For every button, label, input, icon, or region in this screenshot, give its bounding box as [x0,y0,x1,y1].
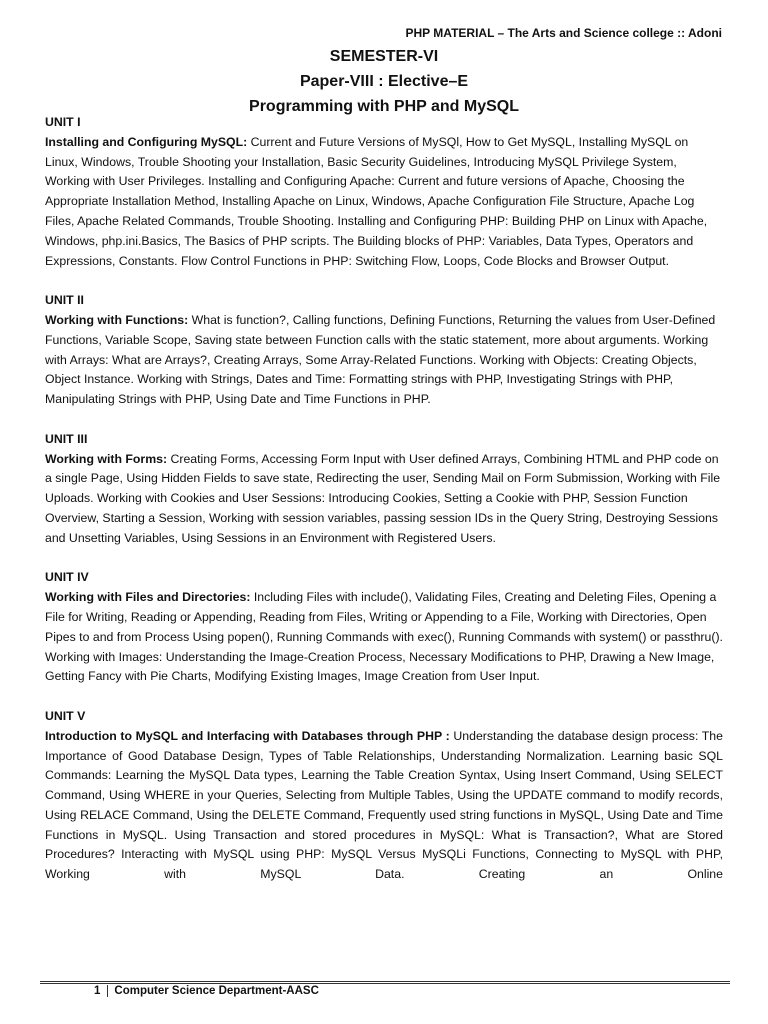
page-footer [94,985,319,997]
running-header: PHP MATERIAL – The Arts and Science college :: Adoni [405,26,722,40]
unit-section [45,113,723,271]
unit-heading: UNIT III [45,431,88,446]
semester-title: SEMESTER-VI [329,48,439,65]
unit-heading: UNIT II [45,293,84,308]
unit-body [45,588,723,687]
unit-topic: Working with Files and Directories: [45,590,251,605]
unit-text: What is function?, Calling functions, Defining Functions, Returning the values from User-Defined Functions, Variable Scope, Saving state between Function calls with the static statement, more about arguments. Working with Arrays: What are Arrays?, Creating Arrays, Some Array-Related Functions. Working with Objects: Creating Objects, Object Instance. Working with Strings, Dates and Time: Formatting strings with PHP, Investigating Strings with PHP, Manipulating Strings with PHP, Using Date and Time Functions in PHP. [45,312,716,407]
unit-text: Including Files with include(), Validating Files, Creating and Deleting Files, Opening a File for Writing, Reading or Appending, Reading from Files, Writing or Appending to a File, Working with Directories, Open Pipes to and from Process Using popen(), Running Commands with exec(), Running Commands with system() or passthru(). Working with Images: Understanding the Image-Creation Process, Necessary Modifications to PHP, Drawing a New Image, Getting Fancy with Pie Charts, Modifying Existing Images, Image Creation from User Input. [45,590,723,684]
unit-topic: Working with Functions: [45,312,189,327]
unit-body [45,727,723,885]
unit-topic: Working with Forms: [45,451,168,466]
footer-divider [40,981,730,984]
unit-section [45,568,723,687]
course-title: Programming with PHP and MySQL [249,98,519,115]
unit-body [45,450,723,549]
unit-heading: UNIT IV [45,570,89,585]
unit-topic: Installing and Configuring MySQL: [45,134,248,149]
syllabus-content [45,113,723,905]
unit-text: Understanding the database design process: The Importance of Good Database Design, Types of Table Relationships, Understanding Normalization. Learning basic SQL Commands: Learning the MySQL Data types, Learning the Table Creation Syntax, Using Insert Command, Using SELECT Command, Using WHERE in your Queries, Selecting from Multiple Tables, Using the UPDATE command to modify records, Using RELACE Command, Using the DELETE Command, Frequently used string functions in MySQL, Using Date and Time Functions in MySQL. Using Transaction and stored procedures in MySQL: What is Transaction?, What are Stored Procedures? Interacting with MySQL using PHP: MySQL Versus MySQLi Functions, Connecting to MySQL with PHP, Working with MySQL Data. Creating an Online [45,728,723,882]
unit-section [45,707,723,885]
unit-body [45,133,723,272]
unit-heading: UNIT V [45,708,86,723]
paper-title: Paper-VIII : Elective–E [299,73,469,90]
unit-heading: UNIT I [45,115,81,129]
unit-text: Current and Future Versions of MySQl, How to Get MySQL, Installing MySQL on Linux, Windows, Trouble Shooting your Installation, Basic Security Guidelines, Introducing MySQL Privilege System, Working with User Privileges. Installing and Configuring Apache: Current and future versions of Apache, Choosing the Appropriate Installation Method, Installing Apache on Linux, Windows, Apache Configuration File Structure, Apache Log Files, Apache Related Commands, Trouble Shooting. Installing and Configuring PHP: Building PHP on Linux with Apache, Windows, php.ini.Basics, The Basics of PHP scripts. The Building blocks of PHP: Variables, Data Types, Operators and Expressions, Constants. Flow Control Functions in PHP: Switching Flow, Loops, Code Blocks and Browser Output. [45,134,708,268]
unit-topic: Introduction to MySQL and Interfacing with Databases through PHP : [45,728,450,743]
page-number: 1 [94,985,108,997]
unit-section [45,291,723,410]
unit-section [45,430,723,549]
unit-text: Creating Forms, Accessing Form Input with User defined Arrays, Combining HTML and PHP code on a single Page, Using Hidden Fields to save state, Redirecting the user, Sending Mail on Form Submission, Working with File Uploads. Working with Cookies and User Sessions: Introducing Cookies, Setting a Cookie with PHP, Session Function Overview, Starting a Session, Working with session variables, passing session IDs in the Query String, Destroying Sessions and Unsetting Variables, Using Sessions in an Environment with Registered Users. [45,451,721,545]
department-label: Computer Science Department-AASC [114,985,319,997]
title-block [0,44,768,119]
unit-body [45,311,723,410]
